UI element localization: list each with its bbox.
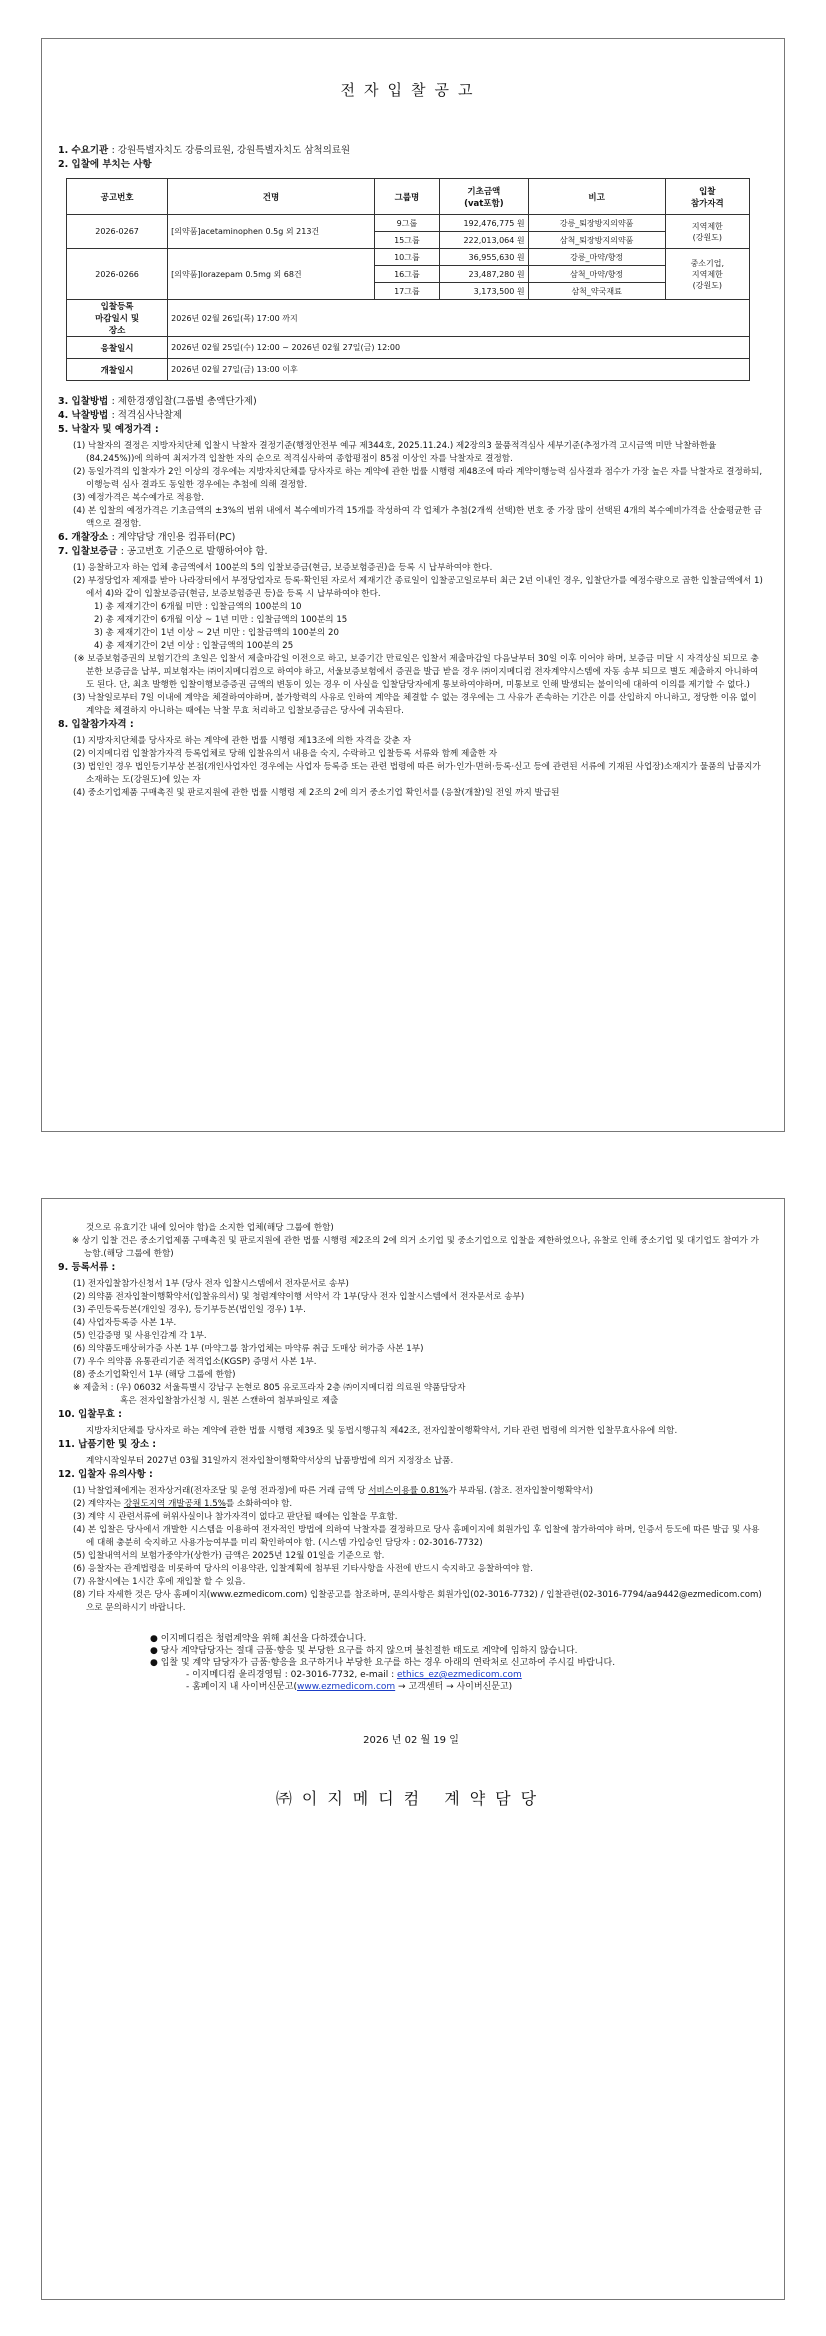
section-2-label: 2. 입찰에 부치는 사항	[58, 159, 152, 170]
group-cell: 10그룹	[374, 249, 439, 266]
section-4-value: : 적격심사낙찰제	[111, 410, 183, 421]
table-row-registration	[67, 300, 750, 337]
lot-1-name: [의약품]acetaminophen 0.5g 외 213건	[168, 215, 375, 249]
header-note: 비고	[528, 179, 665, 215]
section-3	[58, 395, 764, 409]
announcement-date: 2026 년 02 월 19 일	[363, 1735, 459, 1746]
list-item: (5) 입찰내역서의 보험가중약가(상한가) 금액은 2025년 12월 01일을 기준으로 함.	[73, 1551, 385, 1561]
sub-item: 1) 총 제재기간이 6개월 미만 : 입찰금액의 100분의 10	[94, 602, 302, 612]
notice-contact-web	[150, 1681, 764, 1693]
document-page-2	[41, 1198, 785, 2300]
header-group: 그룹명	[374, 179, 439, 215]
section-5-list	[58, 440, 764, 531]
table-row	[67, 249, 750, 266]
section-8-list	[58, 735, 764, 800]
notice-line: ● 당사 계약담당자는 절대 금품·향응 및 부당한 요구를 하지 않으며 불친절한 태도로 계약에 임하지 않습니다.	[150, 1646, 578, 1656]
section-10-label: 10. 입찰무효 :	[58, 1409, 122, 1420]
section-11-body	[58, 1455, 764, 1468]
section-11-text: 계약시작일부터 2027년 03월 31일까지 전자입찰이행확약서상의 납품방법에 의거 지정장소 납품.	[86, 1456, 454, 1466]
service-fee-rate: 서비스이용률 0.81%	[368, 1486, 449, 1496]
list-item: (1) 낙찰자의 결정은 지방자치단체 입찰시 낙찰자 결정기준(행정안전부 예규 제344호, 2025.11.24.) 제2장의3 물품적격심사 세부기준(추정가격 고시금액 미만 낙찰하한율(84.245%))에 의하여 최저가격 입찰한 자의 순으로 적격심사하여 종합평점이 85점 이상인 자를 낙찰자로 결정함.	[73, 441, 717, 464]
contact-text: - 이지메디컴 윤리경영팀 : 02-3016-7732, e-mail :	[186, 1670, 397, 1680]
lot-1-qualification: 지역제한 (강원도)	[665, 215, 749, 249]
section-6	[58, 531, 764, 545]
list-item: (1) 지방자치단체를 당사자로 하는 계약에 관한 법률 시행령 제13조에 의한 자격을 갖춘 자	[73, 736, 412, 746]
section-8-label: 8. 입찰참가자격 :	[58, 719, 134, 730]
notice-contact-email	[150, 1669, 764, 1681]
list-item-continued: 것으로 유효기간 내에 있어야 함)을 소지한 업체(해당 그룹에 한함)	[86, 1223, 334, 1233]
section-7-value: : 공고번호 기준으로 발행하여야 함.	[120, 546, 268, 557]
list-item: (6) 의약품도매상허가증 사본 1부 (마약그룹 참가업체는 마약류 취급 도매상 허가증 사본 1부)	[73, 1344, 424, 1354]
group-cell: 9그룹	[374, 215, 439, 232]
note-cell: 강릉_퇴장방지의약품	[528, 215, 665, 232]
service-fee-ref: 가 부과됨. (참조. 전자입찰이행확약서)	[448, 1486, 593, 1496]
section-1	[58, 144, 764, 158]
note-cell: 삼척_약국재료	[528, 283, 665, 300]
header-base-amount: 기초금액 (vat포함)	[440, 179, 529, 215]
amount-cell: 222,013,064 원	[440, 232, 529, 249]
section-4	[58, 409, 764, 423]
notice-line: ● 입찰 및 계약 담당자가 금품·향응을 요구하거나 부당한 요구를 하는 경우 아래의 연락처로 신고하여 주시길 바랍니다.	[150, 1658, 616, 1668]
section-4-label: 4. 낙찰방법	[58, 410, 109, 421]
table-row	[67, 215, 750, 232]
section-10-body	[58, 1425, 764, 1438]
section-9-list	[58, 1278, 764, 1408]
header-qualification: 입찰 참가자격	[665, 179, 749, 215]
amount-cell: 23,487,280 원	[440, 266, 529, 283]
list-item: (2) 이지메디컴 입찰참가자격 등록업체로 당해 입찰유의서 내용을 숙지, 수락하고 입찰등록 서류와 함께 제출한 자	[73, 749, 497, 759]
submission-address: ※ 제출처 : (우) 06032 서울특별시 강남구 논현로 805 유로프라자 2층 ㈜이지메디컴 의료원 약품담당자	[73, 1383, 466, 1393]
guarantee-note: (※ 보증보험증권의 보험기간의 초일은 입찰서 제출마감일 이전으로 하고, 보증기간 만료일은 입찰서 제출마감일 다음날부터 30일 이후 이어야 하며, 보증금 미달 시 자격상실 되므로 충분한 보증금을 납부, 피보험자는 ㈜이지메디컴으로 하여야 하고, 서울보증보험에서 증권을 발급 받을 경우 ㈜이지메디컴 전자계약시스템에 자동 송부 되므로 별도 제출하지 아니하여도 된다. 단, 최초 발행한 입찰이행보증증권 금액의 변동이 있는 경우 이 사실을 입찰담당자에게 통보하여야하며, 미통보로 인해 발생되는 불이익에 대하여 이의를 제기할 수 없다.)	[74, 654, 759, 690]
amount-cell: 36,955,630 원	[440, 249, 529, 266]
list-item: (8) 기타 자세한 것은 당사 홈페이지(www.ezmedicom.com) 입찰공고를 참조하며, 문의사항은 회원가입(02-3016-7732) / 입찰관련(02-3016-7794/aa9442@ezmedicom.com)으로 문의하시기 바랍니다.	[73, 1590, 762, 1613]
opening-value: 2026년 02월 27일(금) 13:00 이후	[168, 359, 750, 381]
note-cell: 삼척_마약/향정	[528, 266, 665, 283]
list-item: (7) 유찰시에는 1시간 후에 재입찰 할 수 있음.	[73, 1577, 246, 1587]
web-path-text: → 고객센터 → 사이버신문고)	[395, 1682, 513, 1692]
list-item: (2) 부정당업자 제재를 받아 나라장터에서 부정당업자로 등록·확인된 자로서 제재기간 종료일이 입찰공고일로부터 최근 2년 이내인 경우, 입찰단가를 예정수량으로 곱한 입찰금액에서 1)에서 4)와 같이 입찰보증금(현금, 보증보험증권 등)을 등록 시 납부하여야 한다.	[73, 576, 763, 599]
list-item: (1) 응찰하고자 하는 업체 총금액에서 100분의 5의 입찰보증금(현금, 보증보험증권)을 등록 시 납부하여야 한다.	[73, 563, 493, 573]
list-item: (4) 사업자등록증 사본 1부.	[73, 1318, 177, 1328]
list-item: (3) 법인인 경우 법인등기부상 본점(개인사업자인 경우에는 사업자 등록증 또는 관련 법령에 따른 허가·인가·면허·등록·신고 등에 관련된 서류에 기재된 사업장)소재지가 물품의 납품지가 소재하는 도(강원도)에 있는 자	[73, 762, 761, 785]
sub-item: 3) 총 제재기간이 1년 이상 ~ 2년 미만 : 입찰금액의 100분의 20	[94, 628, 339, 638]
note-cell: 삼척_퇴장방지의약품	[528, 232, 665, 249]
section-10-text: 지방자치단체를 당사자로 하는 계약에 관한 법률 시행령 제39조 및 동법시행규칙 제42조, 전자입찰이행확약서, 기타 관련 법령에 의거한 입찰무효사유에 의함.	[86, 1426, 678, 1436]
section-6-value: : 계약담당 개인용 컴퓨터(PC)	[111, 532, 236, 543]
document-page-1	[41, 38, 785, 1132]
section-12-label: 12. 입찰자 유의사항 :	[58, 1469, 153, 1480]
bond-text: (2) 계약자는	[73, 1499, 124, 1509]
section-7-list	[58, 562, 764, 718]
bidding-label: 응찰일시	[67, 337, 168, 359]
section-12-list	[58, 1485, 764, 1615]
section-3-label: 3. 입찰방법	[58, 396, 109, 407]
issuer-signature: ㈜이지메디컴 계약담당	[275, 1789, 547, 1808]
bond-text-end: 를 소화하여야 함.	[225, 1499, 293, 1509]
document-title: 전자입찰공고	[340, 81, 482, 99]
ethics-notice	[150, 1633, 764, 1693]
sub-item: 4) 총 제재기간이 2년 이상 : 입찰금액의 100분의 25	[94, 641, 294, 651]
section-1-label: 1. 수요기관	[58, 145, 109, 156]
group-cell: 17그룹	[374, 283, 439, 300]
list-item: (2) 동일가격의 입찰자가 2인 이상의 경우에는 지방자치단체를 당사자로 하는 계약에 관한 법률 시행령 제48조에 따라 계약이행능력 심사결과 점수가 가장 높은 자를 낙찰자로 결정하되, 이행능력 심사 결과도 동일한 경우에는 추첨에 의해 결정함.	[73, 467, 763, 490]
section-9-label: 9. 등록서류 :	[58, 1262, 116, 1273]
section-6-label: 6. 개찰장소	[58, 532, 109, 543]
list-item: (4) 본 입찰은 당사에서 개발한 시스템을 이용하여 전자적인 방법에 의하여 낙찰자를 결정하므로 당사 홈페이지에 회원가입 후 입찰에 참가하여야 하며, 인증서 등도에 따른 발급 및 사용에 대해 충분히 숙지하고 사용가능여부를 미리 확인하여야 함. (시스템 가입승인 담당자 : 02-3016-7732)	[73, 1525, 760, 1548]
list-item: (8) 중소기업확인서 1부 (해당 그룹에 한함)	[73, 1370, 236, 1380]
table-row-bidding	[67, 337, 750, 359]
list-item: (7) 우수 의약품 유통관리기준 적격업소(KGSP) 증명서 사본 1부.	[73, 1357, 317, 1367]
sme-note: ※ 상기 입찰 건은 중소기업제품 구매촉진 및 판로지원에 관한 법률 시행령 제2조의 2에 의거 소기업 및 중소기업으로 입찰을 제한하였으나, 유찰로 인해 중소기업 및 대기업도 참여가 가능함.(해당 그룹에 한함)	[72, 1236, 759, 1259]
lot-2-qualification: 중소기업, 지역제한 (강원도)	[665, 249, 749, 300]
list-item: (6) 응찰자는 관계법령을 비롯하여 당사의 이용약관, 입찰계획에 첨부된 기타사항을 사전에 반드시 숙지하고 응찰하여야 함.	[73, 1564, 533, 1574]
header-notice-no: 공고번호	[67, 179, 168, 215]
list-item: (3) 예정가격은 복수예가로 적용함.	[73, 493, 205, 503]
lot-2-no: 2026-0266	[67, 249, 168, 300]
registration-value: 2026년 02월 26일(목) 17:00 까지	[168, 300, 750, 337]
section-7-label: 7. 입찰보증금	[58, 546, 118, 557]
list-item: (5) 인감증명 및 사용인감계 각 1부.	[73, 1331, 207, 1341]
section-11-label: 11. 납품기한 및 장소 :	[58, 1439, 157, 1450]
table-header-row	[67, 179, 750, 215]
list-item: (4) 본 입찰의 예정가격은 기초금액의 ±3%의 범위 내에서 복수예비가격 15개를 작성하여 각 업체가 추첨(2개씩 선택)한 번호 중 가장 많이 선택된 4개의 복수예비가격을 산술평균한 금액으로 결정함.	[73, 506, 762, 529]
notice-line: ● 이지메디컴은 청렴계약을 위해 최선을 다하겠습니다.	[150, 1634, 367, 1644]
bid-table	[66, 178, 750, 381]
section-8-continued	[58, 1222, 764, 1261]
section-5-label: 5. 낙찰자 및 예정가격 :	[58, 424, 159, 435]
header-item-name: 건명	[168, 179, 375, 215]
group-cell: 16그룹	[374, 266, 439, 283]
group-cell: 15그룹	[374, 232, 439, 249]
web-text: - 홈페이지 내 사이버신문고(	[186, 1682, 297, 1692]
sub-item: 2) 총 제재기간이 6개월 이상 ~ 1년 미만 : 입찰금액의 100분의 15	[94, 615, 348, 625]
table-row-opening	[67, 359, 750, 381]
amount-cell: 3,173,500 원	[440, 283, 529, 300]
submission-alternative: 혹은 전자입찰참가신청 시, 원본 스캔하여 첨부파일로 제출	[120, 1396, 339, 1406]
list-item: (4) 중소기업제품 구매촉진 및 판로지원에 관한 법률 시행령 제 2조의 2에 의거 중소기업 확인서를 (응찰(개찰)일 전일 까지 발급된	[73, 788, 560, 798]
section-1-value: : 강원특별자치도 강릉의료원, 강원특별자치도 삼척의료원	[111, 145, 351, 156]
list-item-service-fee	[58, 1485, 764, 1498]
registration-label: 입찰등록 마감일시 및 장소	[67, 300, 168, 337]
bidding-value: 2026년 02월 25일(수) 12:00 ~ 2026년 02월 27일(금) 12:00	[168, 337, 750, 359]
service-fee-text: (1) 낙찰업체에게는 전자상거래(전자조달 및 운영 전과정)에 따른 거래 금액 당	[73, 1486, 369, 1496]
opening-label: 개찰일시	[67, 359, 168, 381]
list-item: (3) 계약 시 관련서류에 허위사실이나 참가자격이 없다고 판단될 때에는 입찰을 무효함.	[73, 1512, 398, 1522]
list-item: (2) 의약품 전자입찰이행확약서(입찰유의서) 및 청렴계약이행 서약서 각 1부(당사 전자 입찰시스템에서 전자문서로 송부)	[73, 1292, 525, 1302]
lot-1-no: 2026-0267	[67, 215, 168, 249]
lot-2-name: [의약품]lorazepam 0.5mg 외 68건	[168, 249, 375, 300]
ethics-email-link[interactable]: ethics_ez@ezmedicom.com	[396, 1670, 522, 1680]
list-item-bond	[58, 1498, 764, 1511]
section-7	[58, 545, 764, 559]
list-item: (1) 전자입찰참가신청서 1부 (당사 전자 입찰시스템에서 전자문서로 송부)	[73, 1279, 349, 1289]
list-item: (3) 주민등록등본(개인일 경우), 등기부등본(법인일 경우) 1부.	[73, 1305, 306, 1315]
amount-cell: 192,476,775 원	[440, 215, 529, 232]
homepage-link[interactable]: www.ezmedicom.com	[296, 1682, 396, 1692]
note-cell: 강릉_마약/향정	[528, 249, 665, 266]
bond-rate: 강원도지역 개발공채 1.5%	[123, 1499, 226, 1509]
section-3-value: : 제한경쟁입찰(그룹별 총액단가제)	[111, 396, 257, 407]
list-item: (3) 낙찰일로부터 7일 이내에 계약을 체결하여야하며, 불가항력의 사유로 인하여 계약을 체결할 수 없는 경우에는 그 사유가 존속하는 기간은 이를 산입하지 아니하고, 정당한 이유 없이 계약을 체결하지 아니하는 때에는 낙찰 무효 처리하고 입찰보증금은 당사에 귀속된다.	[73, 693, 757, 716]
